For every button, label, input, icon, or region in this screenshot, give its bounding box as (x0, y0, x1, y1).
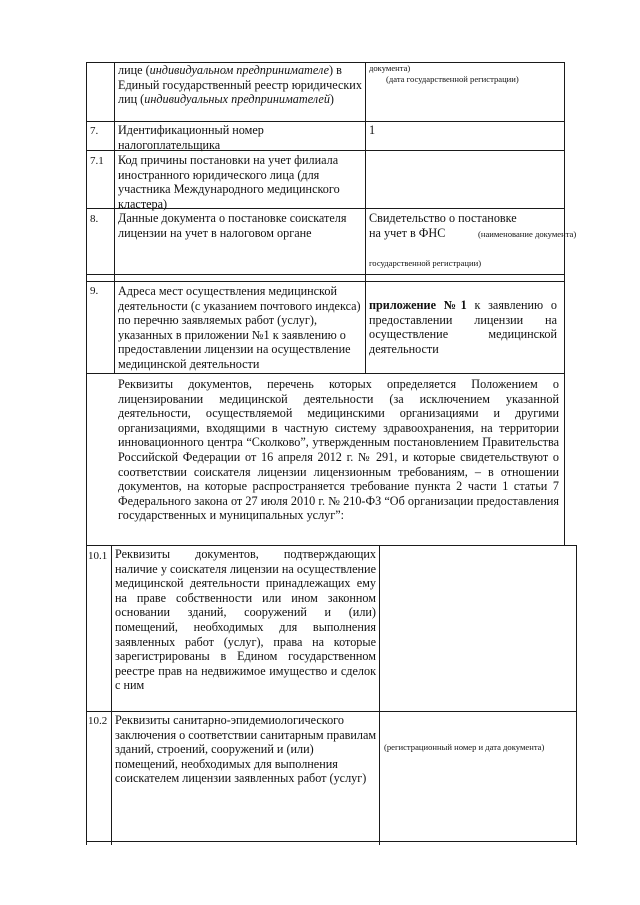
row-8-description: Данные документа о постановке соискателя лицензии на учет в налоговом органе (118, 211, 347, 240)
row-border (86, 841, 577, 842)
row-8-hint-reg: государственной регистрации) (369, 258, 482, 268)
row-7-description: Идентификационный номер налогоплательщика (118, 123, 264, 152)
row-10-2-number: 10.2 (88, 715, 108, 727)
row-border (86, 274, 565, 275)
row-8-number: 8. (90, 213, 99, 225)
row-7-1-number: 7.1 (90, 155, 104, 167)
col-border (564, 62, 565, 546)
row-10-2-hint: (регистрационный номер и дата документа) (384, 742, 545, 752)
row-7-number: 7. (90, 125, 99, 137)
row-7-1-description: Код причины постановки на учет филиала иностранного юридического лица (для участника Международного медицинского кластера) (118, 153, 340, 211)
row-cont-description: лице (индивидуальном предпринимателе) в Единый государственный реестр юридических лиц (индивидуальных предпринимателей) (118, 63, 362, 107)
row-8-hint: (наименование документа) (478, 229, 577, 239)
col-border (379, 545, 380, 845)
row-10-2-description: Реквизиты санитарно-эпидемиологического заключения о соответствии санитарным правилам зданий, строений, сооружений и (или) помещений, необходимых для выполнения соискателем лицензии заявленных работ (услуг) (115, 713, 377, 786)
row-border (86, 373, 565, 374)
row-border (86, 121, 565, 122)
row-border (86, 281, 565, 282)
col-border (114, 62, 115, 373)
row-cont-value: документа) (дата государственной регистрации) (369, 63, 519, 84)
row-7-value: 1 (369, 123, 376, 137)
row-9-description: Адреса мест осуществления медицинской деятельности (с указанием почтового индекса) по перечню заявляемых работ (услуг), указанных в приложении №1 к заявлению о предоставлении лицензии на осуществление медицинской деятельности (118, 284, 361, 371)
row-border (86, 545, 577, 546)
row-10-1-description: Реквизиты документов, подтверждающих наличие у соискателя лицензии на осуществление медицинской деятельности принадлежащих ему на праве собственности или ином законном основании зданий, сооружений и (или) помещений, необходимых для выполнения заявленных работ (услуг), права на которые зарегистрированы в Едином государственном реестре прав на недвижимое имущество и сделок с ним (115, 547, 376, 693)
col-border (111, 545, 112, 845)
row-10-1-number: 10.1 (88, 550, 108, 562)
col-border (576, 545, 577, 845)
row-border (86, 711, 577, 712)
col-border (365, 62, 366, 373)
section-10-description: Реквизиты документов, перечень которых определяется Положением о лицензировании медицинской деятельности (за исключением указанной деятельности, осуществляемой медицинскими организациями и другими организациями, входящими в частную систему здравоохранения, на территории инновационного центра “Сколково”, утвержденным постановлением Правительства Российской Федерации от 16 апреля 2012 г. № 291, и которые свидетельствуют о соответствии соискателя лицензии лицензионным требованиям, – в отношении документов, на которые распространяется требование пункта 2 части 1 статьи 7 Федерального закона от 27 июля 2010 г. № 210-ФЗ “Об организации предоставления государственных и муниципальных услуг”: (118, 377, 559, 523)
col-border (86, 62, 87, 845)
row-9-value: приложение №1 к заявлению о предоставлении лицензии на осуществление медицинской деятельности (369, 298, 557, 356)
row-9-number: 9. (90, 285, 99, 297)
row-8-value: Свидетельство о постановке на учет в ФНС (369, 211, 517, 240)
